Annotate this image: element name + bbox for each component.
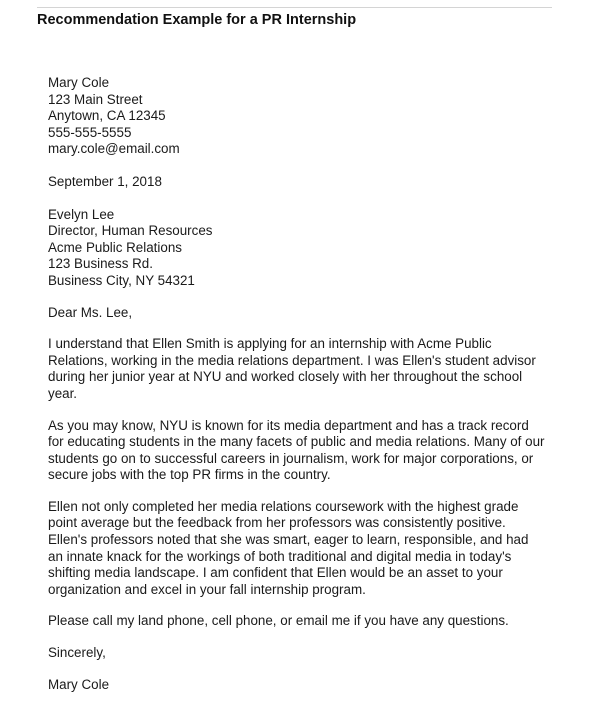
sender-name: Mary Cole (48, 75, 110, 90)
sender-city-state-zip: Anytown, CA 12345 (48, 108, 166, 124)
document-title: Recommendation Example for a PR Internship (37, 12, 357, 28)
recipient-address (48, 207, 548, 290)
sender-address (48, 75, 548, 158)
recipient-street: 123 Business Rd. (48, 256, 153, 272)
letter-body (48, 75, 548, 693)
recipient-company: Acme Public Relations (48, 239, 182, 255)
closing: Sincerely, (48, 645, 106, 661)
letter-date (48, 174, 548, 191)
signature-name: Mary Cole (48, 676, 110, 692)
sender-street: 123 Main Street (48, 91, 143, 107)
sender-phone: 555-555-5555 (48, 124, 132, 140)
top-divider (37, 7, 552, 8)
date-text: September 1, 2018 (48, 173, 162, 189)
paragraph-4: Please call my land phone, cell phone, or email me if you have any questions. (48, 613, 509, 629)
salutation: Dear Ms. Lee, (48, 304, 133, 320)
recipient-name: Evelyn Lee (48, 206, 115, 222)
recipient-title: Director, Human Resources (48, 223, 213, 239)
paragraph-1: I understand that Ellen Smith is applying for an internship with Acme Public Relations, working in the media relations department. I was Ellen's student advisor during her junior year at NYU and worked closely with her throughout the school year. (48, 336, 536, 401)
paragraph-2: As you may know, NYU is known for its media department and has a track record for educating students in the many facets of public and media relations. Many of our students go on to successful careers in journalism, work for major corporations, or secure jobs with the top PR firms in the country. (48, 417, 545, 483)
paragraph-3: Ellen not only completed her media relations coursework with the highest grade point average but the feedback from her professors was consistently positive. Ellen's professors noted that she was smart, eager to learn, responsible, and had an innate knack for the workings of both traditional and digital media in today's shifting media landscape. I am confident that Ellen would be an asset to your organization and excel in your fall internship program. (48, 498, 529, 597)
sender-email: mary.cole@email.com (48, 141, 180, 157)
recipient-city-state-zip: Business City, NY 54321 (48, 272, 195, 288)
